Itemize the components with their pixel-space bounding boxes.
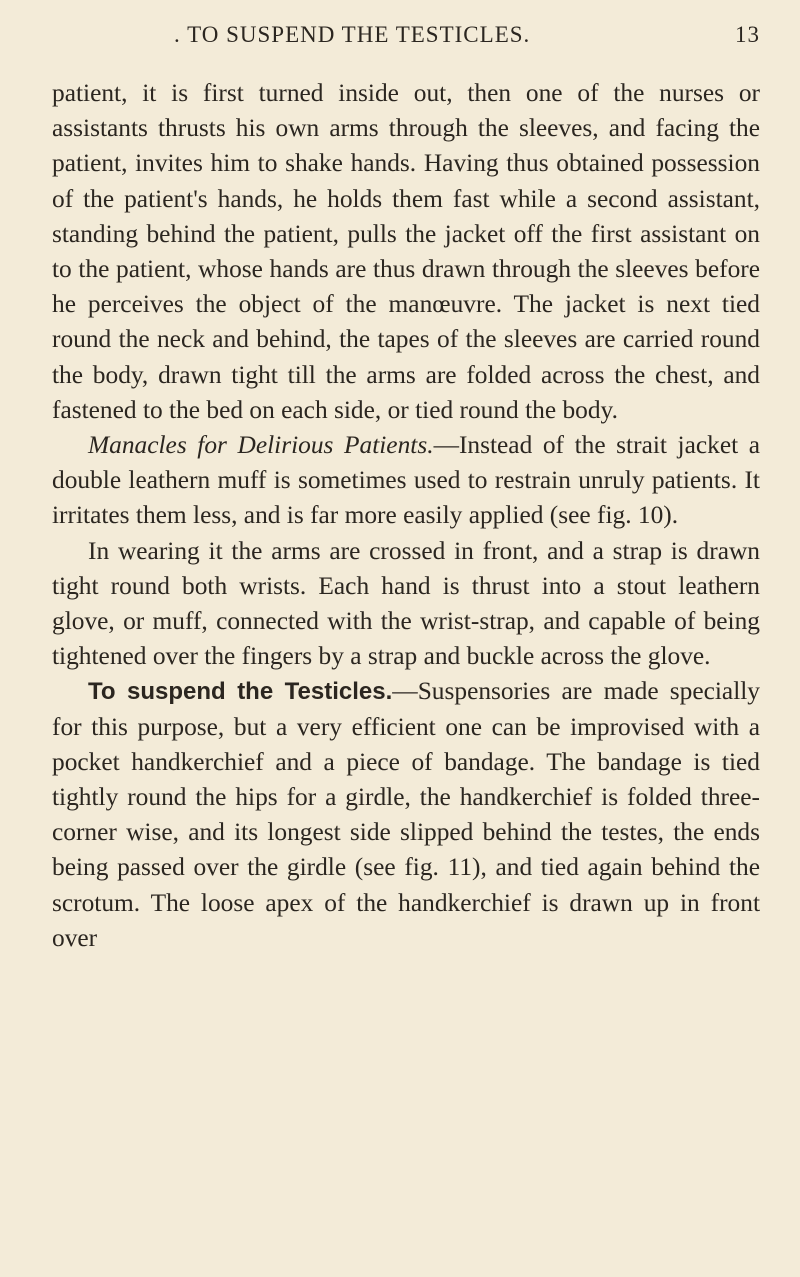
page-number: 13 [735,22,760,47]
paragraph-wearing-muff [52,534,760,675]
paragraph-text: In wearing it the arms are crossed in front, and a strap is drawn tight round both wrists. Each hand is thrust into a stout leathern glove, or muff, connected with the wrist-strap, and capable of being tightened over the fingers by a strap and buckle across the glove. [52,536,760,671]
paragraph-strait-jacket-continued [52,76,760,428]
section-heading-manacles: Manacles for Delirious Patients. [88,431,434,460]
paragraph-text: patient, it is first turned inside out, then one of the nurses or assistants thrusts his own arms through the sleeves, and facing the patient, invites him to shake hands. Having thus obtained possession of the patient's hands, he holds them fast while a second assistant, standing behind the patient, pulls the jacket off the first assistant on to the patient, whose hands are thus drawn through the sleeves before he perceives the object of the manœuvre. The jacket is next tied round the neck and behind, the tapes of the sleeves are carried round the body, drawn tight till the arms are folded across the chest, and fastened to the bed on each side, or tied round the body. [52,79,760,424]
section-heading-suspend-testicles: To suspend the Testicles. [88,678,393,706]
paragraph-manacles [52,428,760,534]
paragraph-text: —Suspensories are made specially for this purpose, but a very efficient one can be improvised with a pocket handkerchief and a piece of bandage. The bandage is tied tightly round the hips for a girdle, the handkerchief is folded three-corner wise, and its longest side slipped behind the testes, the ends being passed over the girdle (see fig. 11), and tied again behind the scrotum. The loose apex of the handkerchief is drawn up in front over [52,677,760,952]
running-head-title: . TO SUSPEND THE TESTICLES. [174,22,531,47]
running-head [52,22,760,52]
paragraph-text: —Instead of the strait jacket a double leathern muff is sometimes used to restrain unruly patients. It irritates them less, and is far more easily applied (see fig. 10). [52,431,760,530]
body-text [52,76,760,956]
paragraph-suspend-testicles [52,674,760,956]
